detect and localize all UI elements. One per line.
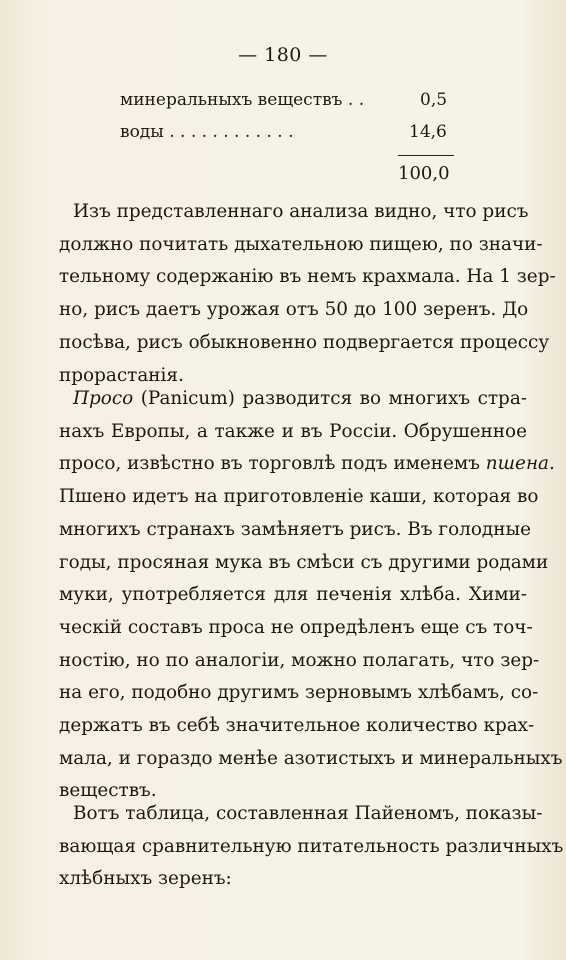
table-row: [120, 90, 460, 114]
table-row-label: воды . . . . . . . . . . . .: [120, 122, 294, 142]
paragraph-millet: [59, 383, 563, 808]
text-line: на его, подобно другимъ зерновымъ хлѣбамъ, со-: [59, 682, 539, 704]
table-row-label: минеральныхъ веществъ . .: [120, 90, 365, 110]
term-italic: Просо: [73, 388, 134, 409]
page-number: — 180 —: [238, 44, 328, 66]
text-line: мала, и гораздо менѣе азотистыхъ и минеральныхъ: [59, 747, 563, 769]
table-total-value: 100,0: [398, 163, 450, 184]
text-line: [59, 448, 555, 481]
text-line: ческій составъ проса не опредѣленъ еще съ точ-: [59, 616, 533, 638]
text-line: Вотъ таблица, составленная Пайеномъ, показы-: [73, 803, 543, 824]
text-span: просо, извѣстно въ торговлѣ подъ именемъ: [59, 453, 486, 475]
text-line: должно почитать дыхательною пищею, по значи-: [59, 233, 543, 255]
paragraph-table-intro: [59, 798, 564, 896]
table-row-value: 14,6: [409, 122, 447, 142]
total-rule: [398, 155, 454, 156]
term-italic: пшена.: [485, 453, 555, 475]
text-line: Изъ представленнаго анализа видно, что рисъ: [73, 201, 529, 222]
text-line: годы, просяная мука въ смѣси съ другими родами: [59, 551, 549, 573]
text-line: посѣва, рисъ обыкновенно подвергается процессу: [59, 331, 550, 353]
text-line: держатъ въ себѣ значительное количество крах-: [59, 715, 535, 737]
table-row-value: 0,5: [420, 90, 448, 110]
text-line: но, рисъ даетъ урожая отъ 50 до 100 зеренъ. До: [59, 299, 529, 321]
text-line: тельному содержанію въ немъ крахмала. На 1 зер-: [59, 266, 556, 288]
table-total: [398, 163, 478, 187]
text-line: вающая сравнительную питательность различныхъ: [59, 835, 564, 857]
text-line: многихъ странахъ замѣняетъ рисъ. Въ голодные: [59, 518, 531, 540]
text-line: веществъ.: [59, 780, 157, 802]
text-line: прорастанія.: [59, 364, 184, 386]
text-line: хлѣбныхъ зеренъ:: [59, 868, 232, 890]
text-line: [59, 383, 527, 416]
text-line: нахъ Европы, а также и въ Россіи. Обрушенное: [59, 420, 527, 442]
text-line: ностію, но по аналогіи, можно полагать, что зер-: [59, 649, 540, 671]
text-line: муки, употребляется для печенія хлѣба. Хими-: [59, 584, 527, 606]
paragraph-rice: [59, 196, 556, 392]
text-line: Пшено идетъ на приготовленіе каши, которая во: [59, 486, 539, 508]
table-row: [120, 122, 460, 146]
text-span: (Panicum) разводится во многихъ стра-: [133, 388, 527, 409]
